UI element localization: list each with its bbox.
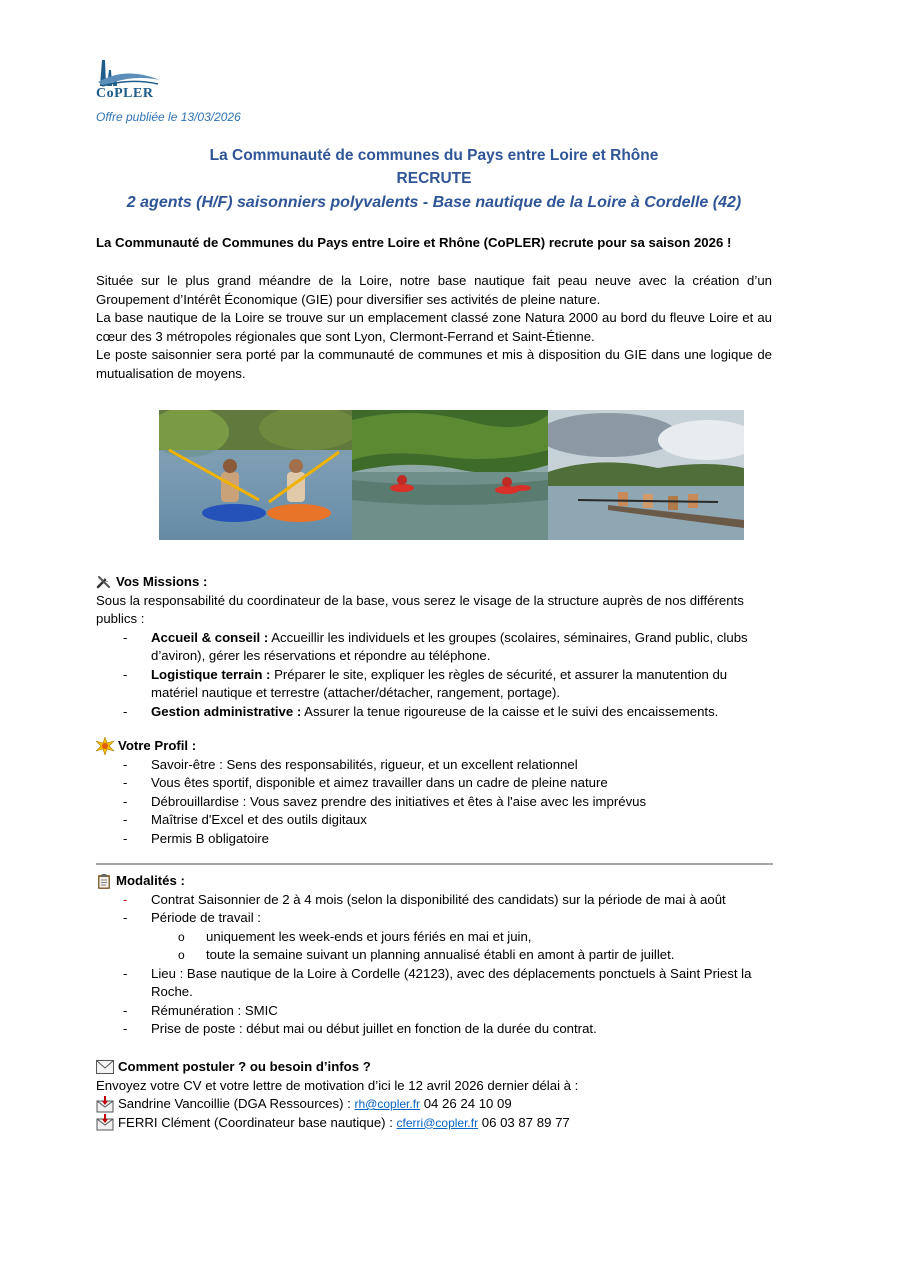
- list-item: - Prise de poste : début mai ou début juillet en fonction de la durée du contrat.: [96, 1020, 772, 1039]
- mailbox-icon: [96, 1096, 114, 1113]
- periode-sublist: [96, 928, 772, 965]
- mission-label: Logistique terrain :: [151, 666, 271, 682]
- list-item: [96, 703, 772, 722]
- contact-row: [96, 1095, 772, 1114]
- profil-list: [96, 756, 772, 849]
- intro-line: Située sur le plus grand méandre de la Loire, notre base nautique fait peau neuve avec la création d’un Groupement d’Intérêt Économique (GIE) pour diversifier ses activités de pleine nature.: [96, 273, 772, 307]
- list-item: o uniquement les week-ends et jours fériés en mai et juin,: [96, 928, 772, 947]
- star-burst-icon: [96, 737, 114, 755]
- modalites-title: Modalités :: [116, 873, 185, 888]
- contact-name: Sandrine Vancoillie (DGA Ressources) :: [118, 1096, 355, 1111]
- profil-section: [96, 737, 772, 848]
- mission-label: Accueil & conseil :: [151, 629, 269, 645]
- list-item: [96, 909, 772, 928]
- contact-phone: 04 26 24 10 09: [420, 1096, 512, 1111]
- periode-label: Période de travail :: [151, 910, 261, 925]
- missions-section: [96, 573, 772, 721]
- missions-title: Vos Missions :: [116, 574, 208, 589]
- contact-email-link[interactable]: cferri@copler.fr: [396, 1115, 479, 1130]
- missions-intro: Sous la responsabilité du coordinateur de la base, vous serez le visage de la structure auprès de nos différents publics :: [96, 592, 744, 626]
- list-item: - Savoir-être : Sens des responsabilités, rigueur, et un excellent relationnel: [96, 756, 772, 775]
- list-item: [96, 666, 772, 703]
- title-organization: La Communauté de communes du Pays entre Loire et Rhône: [209, 147, 659, 164]
- rowing-photo: [548, 410, 744, 540]
- mailbox-icon: [96, 1114, 114, 1131]
- modalites-list: [96, 891, 772, 928]
- modalites-title-row: [96, 872, 772, 891]
- list-item: - Contrat Saisonnier de 2 à 4 mois (selon la disponibilité des candidats) sur la période de mai à août: [96, 891, 772, 910]
- logo-text: CoPLER: [96, 86, 154, 101]
- river-kayak-photo: [352, 410, 548, 540]
- kayak-photo: [159, 410, 352, 540]
- mission-label: Gestion administrative :: [151, 703, 302, 719]
- envelope-icon: [96, 1060, 114, 1074]
- mission-text: Accueillir les individuels et les groupes (scolaires, séminaires, Grand public, clubs d’aviron), gérer les réservations et répondre au téléphone.: [151, 629, 748, 663]
- contact-row: [96, 1114, 772, 1133]
- divider: [96, 863, 773, 865]
- missions-title-row: [96, 573, 772, 592]
- list-item: - Permis B obligatoire: [96, 830, 772, 849]
- list-item: o toute la semaine suivant un planning annualisé établi en amont à partir de juillet.: [96, 946, 772, 965]
- lead-sentence: La Communauté de Communes du Pays entre Loire et Rhône (CoPLER) recrute pour sa saison 2026 !: [96, 235, 732, 250]
- list-item: - Débrouillardise : Vous savez prendre des initiatives et êtes à l'aise avec les imprévus: [96, 793, 772, 812]
- profil-title-row: [96, 737, 772, 756]
- title-block: [96, 144, 772, 215]
- mission-text: Assurer la tenue rigoureuse de la caisse et le suivi des encaissements.: [301, 703, 719, 719]
- title-position: 2 agents (H/F) saisonniers polyvalents - Base nautique de la Loire à Cordelle (42): [126, 194, 742, 211]
- modalites-section: [96, 872, 772, 1039]
- postuler-intro: Envoyez votre CV et votre lettre de motivation d’ici le 12 avril 2026 dernier délai à :: [96, 1077, 579, 1093]
- list-item: [96, 629, 772, 666]
- profil-title: Votre Profil :: [118, 738, 197, 753]
- clipboard-icon: [96, 873, 112, 889]
- list-item: - Vous êtes sportif, disponible et aimez travailler dans un cadre de pleine nature: [96, 774, 772, 793]
- missions-list: [96, 629, 772, 722]
- contact-name: FERRI Clément (Coordinateur base nautique) :: [118, 1114, 397, 1130]
- tools-icon: [96, 574, 112, 590]
- list-item: - Rémunération : SMIC: [96, 1002, 772, 1021]
- postuler-title-row: [96, 1058, 772, 1077]
- intro-paragraph: [96, 272, 772, 383]
- contact-email-link[interactable]: rh@copler.fr: [354, 1097, 421, 1111]
- intro-line: Le poste saisonnier sera porté par la communauté de communes et mis à disposition du GIE dans une logique de mutualisation de moyens.: [96, 347, 772, 381]
- contact-phone: 06 03 87 89 77: [478, 1114, 570, 1130]
- modalites-list-continued: [96, 965, 772, 1039]
- list-item: - Maîtrise d'Excel et des outils digitaux: [96, 811, 772, 830]
- list-item: - Lieu : Base nautique de la Loire à Cordelle (42123), avec des déplacements ponctuels à Saint Priest la Roche.: [96, 965, 772, 1002]
- title-recrute: RECRUTE: [396, 170, 472, 187]
- postuler-title: Comment postuler ? ou besoin d’infos ?: [118, 1059, 371, 1074]
- mission-text: Préparer le site, expliquer les règles de sécurité, et assurer la manutention du matériel nautique et terrestre (attacher/détacher, rangement, portage).: [151, 666, 728, 700]
- photo-strip: [159, 410, 744, 540]
- publication-date: Offre publiée le 13/03/2026: [96, 110, 241, 124]
- postuler-section: [96, 1058, 772, 1132]
- intro-line: La base nautique de la Loire se trouve sur un emplacement classé zone Natura 2000 au bord du fleuve Loire et au cœur des 3 métropoles régionales que sont Lyon, Clermont-Ferrand et Saint-Étienne.: [96, 310, 772, 344]
